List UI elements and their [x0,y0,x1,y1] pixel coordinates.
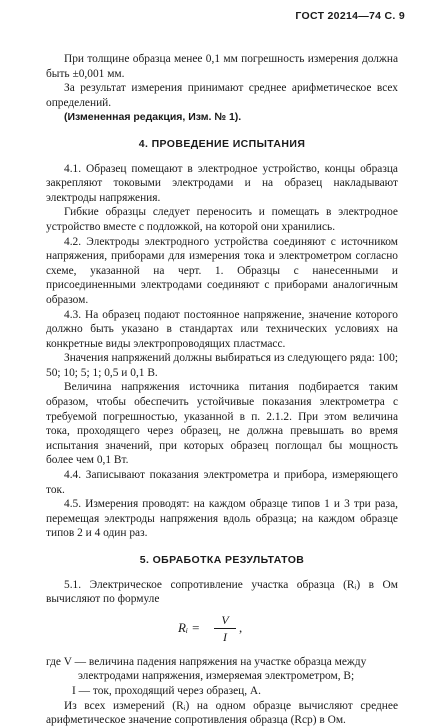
paragraph-4-4: 4.4. Записывают показания электрометра и прибора, измеряющего ток. [46,469,398,496]
paragraph-4-3: 4.3. На образец подают постоянное напряжение, значение которого должно быть указано в стандартах или технических условиях на конкретные виды электропроводящих пластмасс. [46,308,398,350]
page-header: ГОСТ 20214—74 С. 9 [295,10,405,22]
where-clause-cont: электродами напряжения, измеряемая электрометром, В; [78,670,355,683]
where-clause-current: I — ток, проходящий через образец, А. [72,684,261,697]
formula-lhs: Rᵢ = [178,619,201,635]
paragraph-4-1: 4.1. Образец помещают в электродное устройство, концы образца закрепляют токовыми электродами и на образец накладывают электроды напряжения. [46,162,398,204]
where-clause: где V — величина падения напряжения на участке образца между [46,655,367,668]
formula [46,611,398,649]
formula-comma: , [239,619,243,635]
paragraph: Величина напряжения источника питания подбирается таким образом, чтобы обеспечить устойчивые показания электрометра с требуемой погрешностью, указанной в п. 2.1.2. При этом величина тока, проходящего через образец, не должна превышать во время испытания значений, при которых образец поглощал бы мощность более чем 0,1 Вт. [46,381,398,467]
section-5-heading: 5. ОБРАБОТКА РЕЗУЛЬТАТОВ [139,554,305,566]
paragraph: При толщине образца менее 0,1 мм погрешность измерения должна быть ±0,001 мм. [46,53,398,80]
paragraph-4-5: 4.5. Измерения проводят: на каждом образце типов 1 и 3 три раза, перемещая электроды напряжения вдоль образца; на каждом образце типов 2 и 4 один раз. [46,498,398,540]
formula-numerator: V [214,613,236,630]
paragraph-final: Из всех измерений (Rᵢ) на одном образце вычисляют среднее арифметическое значение сопротивления образца (Rср) в Ом. [46,699,398,727]
formula-denominator: I [223,630,227,645]
section-4-heading: 4. ПРОВЕДЕНИЕ ИСПЫТАНИЯ [138,137,306,150]
edit-note: (Измененная редакция, Изм. № 1). [64,111,242,124]
paragraph: Значения напряжений должны выбираться из следующего ряда: 100; 50; 10; 5; 1; 0,5 и 0,1 В. [46,352,398,379]
document-body [46,52,398,728]
paragraph-5-1: 5.1. Электрическое сопротивление участка образца (Rᵢ) в Ом вычисляют по формуле [46,578,398,606]
formula-fraction [214,613,236,645]
paragraph: Гибкие образцы следует переносить и помещать в электродное устройство вместе с подложкой, на которой они хранились. [46,206,398,233]
paragraph-4-2: 4.2. Электроды электродного устройства соединяют с источником напряжения, приборами для измерения тока и электрометром согласно схеме, указанной на черт. 1. Образцы с нанесенными и присоединенными электродами соединяют с приборами аналогичным образом. [46,235,398,306]
paragraph: За результат измерения принимают среднее арифметическое всех определений. [46,82,398,109]
